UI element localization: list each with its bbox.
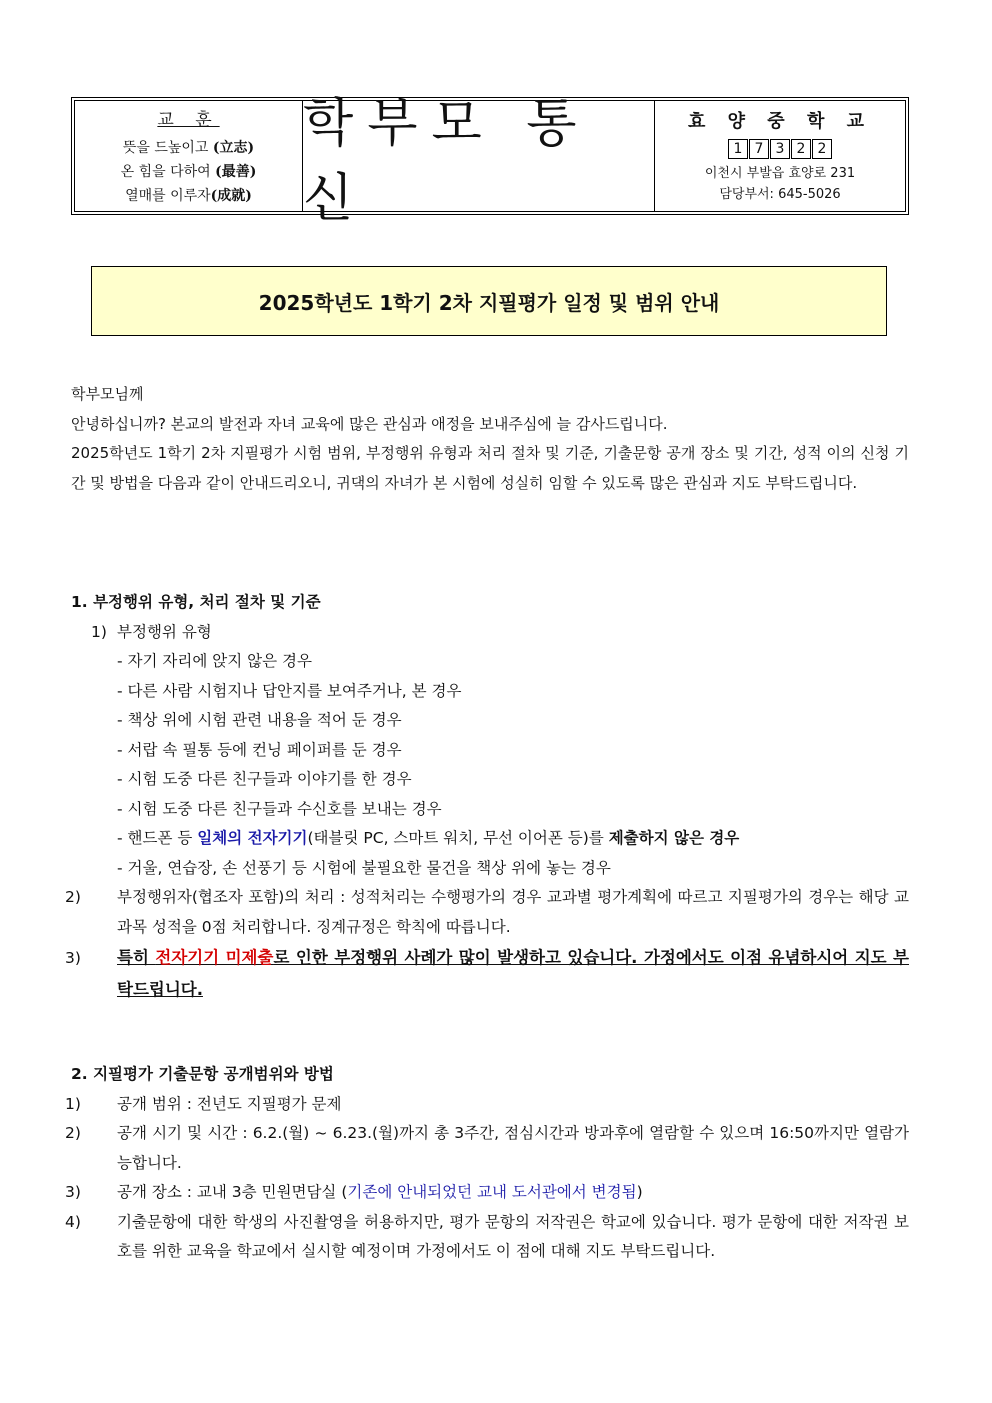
motto-line: 온 힘을 다하여 (最善) (120, 164, 257, 180)
motto-title: 교 훈 (157, 110, 220, 130)
school-address: 이천시 부발읍 효양로 231 (704, 166, 856, 181)
list-item: - 거울, 연습장, 손 선풍기 등 시험에 불필요한 물건을 책상 위에 놓는 경우 (117, 858, 611, 877)
zip-digit: 2 (812, 139, 832, 159)
intro-line: 안녕하십니까? 본교의 발전과 자녀 교육에 많은 관심과 애정을 보내주심에 늘 감사드립니다. (71, 414, 668, 433)
subsection-warning: 3) 특히 전자기기 미제출로 인한 부정행위 사례가 많이 발생하고 있습니다. 가정에서도 이점 유념하시어 지도 부탁드립니다. (65, 948, 909, 999)
list-item: 2) 공개 시기 및 시간 : 6.2.(월) ~ 6.23.(월)까지 총 3주간, 점심시간과 방과후에 열람할 수 있으며 16:50까지만 열람가능합니다. (65, 1124, 909, 1172)
list-item: - 책상 위에 시험 관련 내용을 적어 둔 경우 (117, 711, 402, 729)
list-item: - 시험 도중 다른 친구들과 이야기를 한 경우 (117, 770, 412, 788)
school-department: 담당부서: 645-5026 (719, 187, 841, 202)
list-item: - 자기 자리에 앉지 않은 경우 (117, 652, 312, 670)
zip-digit: 3 (770, 139, 790, 159)
intro-block (71, 380, 909, 498)
motto-line: 뜻을 드높이고 (立志) (122, 140, 255, 156)
section-title: 1. 부정행위 유형, 처리 절차 및 기준 (71, 593, 321, 611)
section-cheating (65, 588, 909, 1006)
zip-code (655, 139, 905, 159)
list-item: 4) 기출문항에 대한 학생의 사진촬영을 허용하지만, 평가 문항의 저작권은 학교에 있습니다. 평가 문항에 대한 저작권 보호를 위한 교육을 학교에서 실시할 예정이며 가정에서도 이 점에 대해 지도 부탁드립니다. (65, 1212, 909, 1260)
list-item-location: 3) 공개 장소 : 교내 3층 민원면담실 (기존에 안내되었던 교내 도서관에서 변경됨) (65, 1183, 643, 1201)
subsection-title: 1) 부정행위 유형 (91, 622, 212, 641)
list-item: - 서랍 속 필통 등에 컨닝 페이퍼를 둔 경우 (117, 740, 402, 759)
list-item: 1) 공개 범위 : 전년도 지필평가 문제 (65, 1094, 342, 1113)
newsletter-title-cell (303, 94, 655, 229)
newsletter-title: 학부모 통신 (303, 94, 591, 229)
list-item: - 시험 도중 다른 친구들과 수신호를 보내는 경우 (117, 799, 442, 818)
greeting: 학부모님께 (71, 385, 144, 403)
school-info (655, 101, 905, 211)
newsletter-header (71, 94, 909, 229)
zip-digit: 2 (791, 139, 811, 159)
intro-paragraph: 2025학년도 1학기 2차 지필평가 시험 범위, 부정행위 유형과 처리 절차 및 기준, 기출문항 공개 장소 및 기간, 성적 이의 신청 기간 및 방법을 다음과 같이 안내드리오니, 귀댁의 자녀가 본 시험에 성실히 임할 수 있도록 많은 관심과 지도 부탁드립니다. (71, 444, 909, 492)
zip-digit: 7 (749, 139, 769, 159)
list-item: - 다른 사람 시험지나 답안지를 보여주거나, 본 경우 (117, 681, 462, 700)
list-item-phone: - 핸드폰 등 일체의 전자기기(태블릿 PC, 스마트 워치, 무선 이어폰 등)를 제출하지 않은 경우 (117, 829, 740, 847)
section-title: 2. 지필평가 기출문항 공개범위와 방법 (71, 1065, 334, 1083)
school-name: 효 양 중 학 교 (687, 111, 872, 132)
section-past-exams (65, 1060, 909, 1267)
school-motto (75, 101, 303, 211)
zip-digit: 1 (728, 139, 748, 159)
notice-banner: 2025학년도 1학기 2차 지필평가 일정 및 범위 안내 (91, 266, 887, 336)
subsection-processing: 2) 부정행위자(협조자 포함)의 처리 : 성적처리는 수행평가의 경우 교과별 평가계획에 따르고 지필평가의 경우는 해당 교과목 성적을 0점 처리합니다. 징계규정은 학칙에 따릅니다. (65, 888, 909, 936)
motto-line: 열매를 이루자(成就) (125, 188, 252, 204)
